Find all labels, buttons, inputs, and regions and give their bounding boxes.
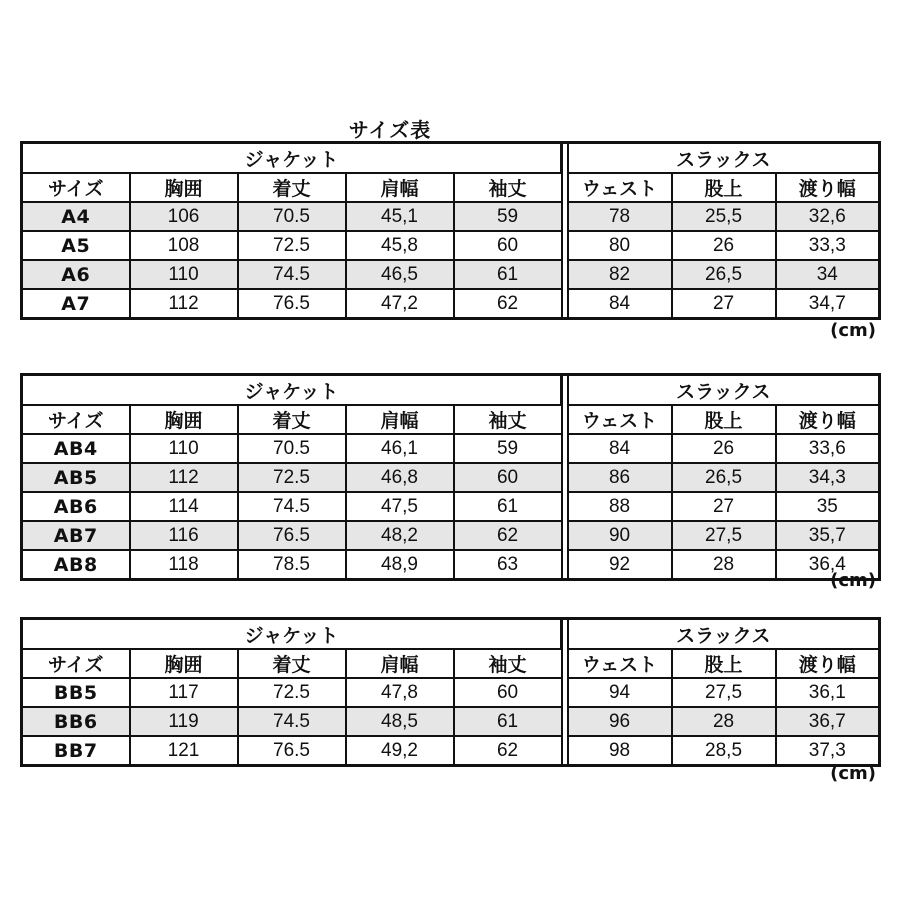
chest-header: 胸囲	[130, 405, 238, 434]
waist-value: 82	[568, 260, 672, 289]
waist-value: 92	[568, 550, 672, 580]
table-row	[22, 202, 880, 231]
shoulder-value: 47,8	[346, 678, 454, 707]
jacket-group-header: ジャケット	[22, 143, 562, 174]
shoulder-value: 46,8	[346, 463, 454, 492]
sleeve-value: 61	[454, 492, 562, 521]
size-table	[20, 373, 881, 581]
length-value: 74.5	[238, 492, 346, 521]
sleeve-value: 62	[454, 289, 562, 319]
size-label: BB6	[22, 707, 130, 736]
thigh-value: 36,1	[776, 678, 880, 707]
chest-value: 118	[130, 550, 238, 580]
column-header-row	[22, 173, 880, 202]
chest-value: 110	[130, 434, 238, 463]
thigh-value: 35	[776, 492, 880, 521]
chest-value: 110	[130, 260, 238, 289]
sleeve-value: 59	[454, 202, 562, 231]
shoulder-value: 49,2	[346, 736, 454, 766]
shoulder-value: 48,9	[346, 550, 454, 580]
shoulder-value: 48,5	[346, 707, 454, 736]
size-label: BB5	[22, 678, 130, 707]
sleeve-value: 60	[454, 231, 562, 260]
unit-label: (cm)	[830, 320, 876, 341]
rise-header: 股上	[672, 173, 776, 202]
size-label: AB5	[22, 463, 130, 492]
size-label: AB7	[22, 521, 130, 550]
rise-value: 27	[672, 492, 776, 521]
rise-value: 27,5	[672, 678, 776, 707]
waist-value: 80	[568, 231, 672, 260]
waist-header: ウェスト	[568, 649, 672, 678]
shoulder-value: 45,1	[346, 202, 454, 231]
table-row	[22, 736, 880, 766]
waist-value: 90	[568, 521, 672, 550]
length-header: 着丈	[238, 649, 346, 678]
size-label: AB4	[22, 434, 130, 463]
size-header: サイズ	[22, 405, 130, 434]
waist-value: 88	[568, 492, 672, 521]
sleeve-value: 62	[454, 521, 562, 550]
length-header: 着丈	[238, 405, 346, 434]
shoulder-value: 46,1	[346, 434, 454, 463]
size-label: AB6	[22, 492, 130, 521]
rise-value: 28	[672, 550, 776, 580]
column-header-row	[22, 405, 880, 434]
page-title: サイズ表	[348, 118, 432, 142]
group-header-row	[22, 375, 880, 406]
waist-value: 98	[568, 736, 672, 766]
sleeve-header: 袖丈	[454, 405, 562, 434]
waist-value: 96	[568, 707, 672, 736]
length-value: 70.5	[238, 202, 346, 231]
chest-value: 116	[130, 521, 238, 550]
waist-value: 84	[568, 434, 672, 463]
thigh-value: 34,3	[776, 463, 880, 492]
thigh-value: 36,4	[776, 550, 880, 580]
rise-value: 28	[672, 707, 776, 736]
length-value: 72.5	[238, 678, 346, 707]
sleeve-value: 61	[454, 260, 562, 289]
length-value: 70.5	[238, 434, 346, 463]
length-value: 74.5	[238, 260, 346, 289]
slacks-group-header: スラックス	[568, 375, 880, 406]
size-table	[20, 617, 881, 767]
sleeve-value: 60	[454, 678, 562, 707]
length-value: 76.5	[238, 736, 346, 766]
size-label: BB7	[22, 736, 130, 766]
thigh-header: 渡り幅	[776, 649, 880, 678]
waist-value: 84	[568, 289, 672, 319]
size-table	[20, 141, 881, 320]
thigh-value: 36,7	[776, 707, 880, 736]
length-header: 着丈	[238, 173, 346, 202]
sleeve-value: 62	[454, 736, 562, 766]
sleeve-header: 袖丈	[454, 649, 562, 678]
jacket-group-header: ジャケット	[22, 375, 562, 406]
chest-value: 114	[130, 492, 238, 521]
length-value: 76.5	[238, 521, 346, 550]
rise-value: 28,5	[672, 736, 776, 766]
shoulder-value: 46,5	[346, 260, 454, 289]
thigh-header: 渡り幅	[776, 173, 880, 202]
table-row	[22, 492, 880, 521]
table-row	[22, 231, 880, 260]
chest-header: 胸囲	[130, 173, 238, 202]
sleeve-header: 袖丈	[454, 173, 562, 202]
sleeve-value: 59	[454, 434, 562, 463]
rise-value: 26	[672, 434, 776, 463]
unit-label: (cm)	[830, 763, 876, 784]
shoulder-value: 47,5	[346, 492, 454, 521]
jacket-group-header: ジャケット	[22, 619, 562, 650]
rise-value: 27,5	[672, 521, 776, 550]
table-row	[22, 260, 880, 289]
chest-value: 121	[130, 736, 238, 766]
shoulder-value: 48,2	[346, 521, 454, 550]
sleeve-value: 61	[454, 707, 562, 736]
size-label: A4	[22, 202, 130, 231]
table-row	[22, 707, 880, 736]
thigh-header: 渡り幅	[776, 405, 880, 434]
sleeve-value: 63	[454, 550, 562, 580]
length-value: 72.5	[238, 463, 346, 492]
group-header-row	[22, 143, 880, 174]
thigh-value: 37,3	[776, 736, 880, 766]
table-row	[22, 521, 880, 550]
slacks-group-header: スラックス	[568, 143, 880, 174]
size-label: AB8	[22, 550, 130, 580]
rise-value: 25,5	[672, 202, 776, 231]
waist-header: ウェスト	[568, 173, 672, 202]
size-header: サイズ	[22, 173, 130, 202]
shoulder-header: 肩幅	[346, 173, 454, 202]
thigh-value: 33,6	[776, 434, 880, 463]
table-row	[22, 550, 880, 580]
size-label: A7	[22, 289, 130, 319]
shoulder-header: 肩幅	[346, 649, 454, 678]
shoulder-value: 45,8	[346, 231, 454, 260]
shoulder-header: 肩幅	[346, 405, 454, 434]
shoulder-value: 47,2	[346, 289, 454, 319]
table-row	[22, 463, 880, 492]
thigh-value: 33,3	[776, 231, 880, 260]
thigh-value: 34	[776, 260, 880, 289]
table-row	[22, 434, 880, 463]
rise-value: 27	[672, 289, 776, 319]
rise-value: 26,5	[672, 463, 776, 492]
thigh-value: 32,6	[776, 202, 880, 231]
chest-value: 112	[130, 463, 238, 492]
size-header: サイズ	[22, 649, 130, 678]
chest-value: 119	[130, 707, 238, 736]
table-row	[22, 289, 880, 319]
length-value: 74.5	[238, 707, 346, 736]
chest-value: 106	[130, 202, 238, 231]
waist-value: 94	[568, 678, 672, 707]
rise-value: 26	[672, 231, 776, 260]
column-header-row	[22, 649, 880, 678]
length-value: 78.5	[238, 550, 346, 580]
rise-header: 股上	[672, 649, 776, 678]
chest-value: 112	[130, 289, 238, 319]
thigh-value: 35,7	[776, 521, 880, 550]
length-value: 76.5	[238, 289, 346, 319]
rise-value: 26,5	[672, 260, 776, 289]
size-label: A5	[22, 231, 130, 260]
chest-value: 108	[130, 231, 238, 260]
waist-header: ウェスト	[568, 405, 672, 434]
group-header-row	[22, 619, 880, 650]
thigh-value: 34,7	[776, 289, 880, 319]
size-label: A6	[22, 260, 130, 289]
chest-value: 117	[130, 678, 238, 707]
unit-label: (cm)	[830, 570, 876, 591]
waist-value: 78	[568, 202, 672, 231]
rise-header: 股上	[672, 405, 776, 434]
sleeve-value: 60	[454, 463, 562, 492]
length-value: 72.5	[238, 231, 346, 260]
waist-value: 86	[568, 463, 672, 492]
table-row	[22, 678, 880, 707]
chest-header: 胸囲	[130, 649, 238, 678]
slacks-group-header: スラックス	[568, 619, 880, 650]
